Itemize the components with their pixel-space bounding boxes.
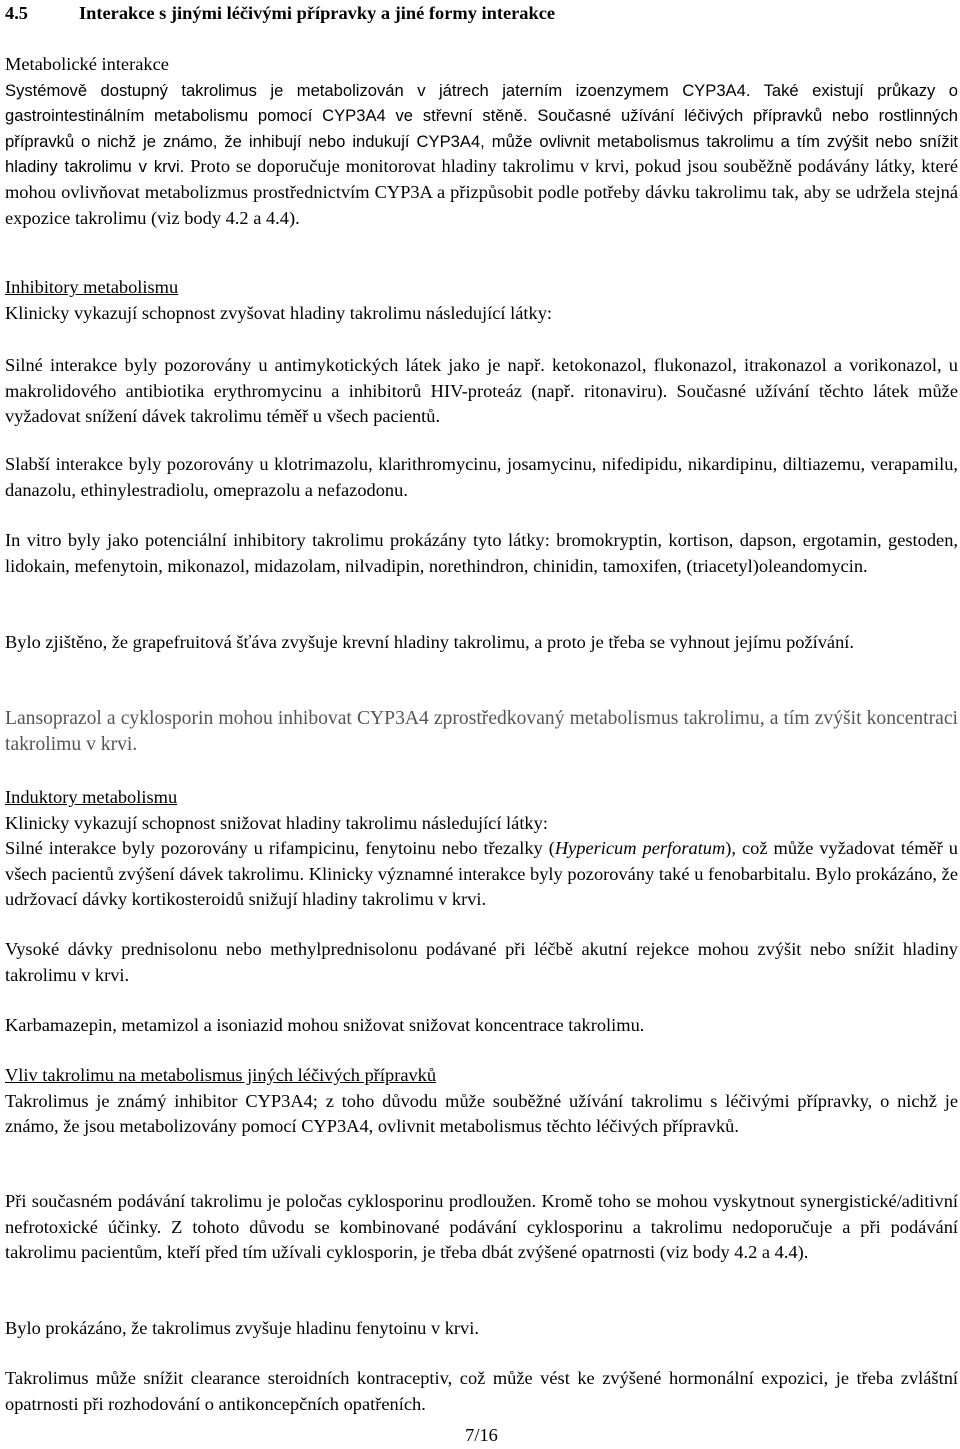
phenytoin-paragraph: Bylo prokázáno, že takrolimus zvyšuje hladinu fenytoinu v krvi. (5, 1318, 479, 1338)
inhibitors-intro: Klinicky vykazují schopnost zvyšovat hladiny takrolimu následující látky: (5, 302, 553, 323)
cyclosporin-paragraph: Při současném podávání takrolimu je poločas cyklosporinu prodloužen. Kromě toho se mohou vyskytnout synergistické/aditivní nefrotoxické účinky. Z tohoto důvodu se kombinované podávání cyklosporinu a takrolimu nedoporučuje a při podávání takrolimu pacientům, kteří před tím užívali cyklosporin, je třeba dbát zvýšené opatrnosti (viz body 4.2 a 4.4). (5, 1191, 958, 1263)
inducers-intro: Klinicky vykazují schopnost snižovat hladiny takrolimu následující látky: (5, 812, 548, 833)
page-number: 7/16 (465, 1425, 498, 1445)
in-vitro-paragraph: In vitro byly jako potenciální inhibitory takrolimu prokázány tyto látky: bromokryptin, kortison, dapson, ergotamin, gestoden, lidokain, mefenytoin, mikonazol, midazolam, nilvadipin, norethindron, chinidin, tamoxifen, (triacetyl)oleandomycin. (5, 530, 958, 576)
metabolic-serif-text: Proto se doporučuje monitorovat hladiny takrolimu v krvi, pokud jsou souběžně podávány látky, které mohou ovlivňovat metabolizmus prostřednictvím CYP3A a přizpůsobit podle potřeby dávku takrolimu tak, aby se udržela stejná expozice takrolimu (viz body 4.2 a 4.4). (5, 156, 958, 228)
inhibitors-block (5, 275, 958, 326)
inducers-subheading: Induktory metabolismu (5, 787, 178, 807)
metabolic-interactions-paragraph (5, 52, 958, 231)
section-title: Interakce s jinými léčivými přípravky a jiné formy interakce (79, 3, 556, 23)
grapefruit-paragraph: Bylo zjištěno, že grapefruitová šťáva zvyšuje krevní hladiny takrolimu, a proto je třeba se vyhnout jejímu požívání. (5, 632, 854, 652)
contraceptives-paragraph: Takrolimus může snížit clearance steroidních kontraceptiv, což může vést ke zvýšené hormonální expozici, je třeba zvláštní opatrnosti při rozhodování o antikoncepčních opatřeních. (5, 1368, 958, 1414)
inducers-block (5, 785, 958, 913)
metabolic-sans-text: Systémově dostupný takrolimus je metabolizován v játrech jaterním izoenzymem CYP3A4. Také existují průkazy o gastrointestinálním metabolismu pomocí CYP3A4 ve střevní stěně. Současné užívání léčivých přípravků nebo rostlinných přípravků o nichž je známo, že inhibují nebo indukují CYP3A4, může ovlivnit metabolismus takrolimu a tím zvýšit nebo snížit hladiny takrolimu v krvi. (5, 80, 958, 177)
effect-subheading: Vliv takrolimu na metabolismus jiných léčivých přípravků (5, 1065, 437, 1085)
lansoprazol-paragraph: Lansoprazol a cyklosporin mohou inhibovat CYP3A4 zprostředkovaný metabolismus takrolimu, a tím zvýšit koncentraci takrolimu v krvi. (5, 708, 958, 755)
inducers-strong-italic: Hypericum perforatum (554, 838, 726, 859)
carbamazepine-paragraph: Karbamazepin, metamizol a isoniazid mohou snižovat snižovat koncentrace takrolimu. (5, 1015, 645, 1035)
prednisolone-paragraph: Vysoké dávky prednisolonu nebo methylprednisolonu podávané při léčbě akutní rejekce mohou zvýšit nebo snížit hladiny takrolimu v krvi. (5, 939, 958, 985)
inhibitors-weak-paragraph: Slabší interakce byly pozorovány u klotrimazolu, klarithromycinu, josamycinu, nifedipidu, nikardipinu, diltiazemu, verapamilu, danazolu, ethinylestradiolu, omeprazolu a nefazodonu. (5, 454, 958, 500)
effect-on-others-block (5, 1063, 958, 1140)
metabolic-subheading: Metabolické interakce (5, 54, 169, 74)
section-number: 4.5 (5, 3, 28, 23)
inducers-strong-before: Silné interakce byly pozorovány u rifampicinu, fenytoinu nebo třezalky ( (5, 838, 555, 859)
section-heading (5, 1, 555, 27)
inhibitors-strong-paragraph: Silné interakce byly pozorovány u antimykotických látek jako je např. ketokonazol, flukonazol, itrakonazol a vorikonazol, u makrolidového antibiotika erythromycinu a inhibitorů HIV-proteáz (např. ritonaviru). Současné užívání těchto látek může vyžadovat snížení dávek takrolimu téměř u všech pacientů. (5, 355, 958, 427)
inducers-strong-after: ), což může vyžadovat téměř u všech pacientů zvýšení dávek takrolimu. Klinicky významné interakce byly pozorovány také u fenobarbitalu. Bylo prokázáno, že udržovací dávky kortikosteroidů snižují hladiny takrolimu v krvi. (5, 838, 958, 910)
inhibitors-subheading: Inhibitory metabolismu (5, 277, 179, 297)
cyp3a4-inhibitor-text: Takrolimus je známý inhibitor CYP3A4; z toho důvodu může souběžné užívání takrolimu s léčivými přípravky, o nichž je známo, že jsou metabolizovány pomocí CYP3A4, ovlivnit metabolismus těchto léčivých přípravků. (5, 1090, 958, 1137)
